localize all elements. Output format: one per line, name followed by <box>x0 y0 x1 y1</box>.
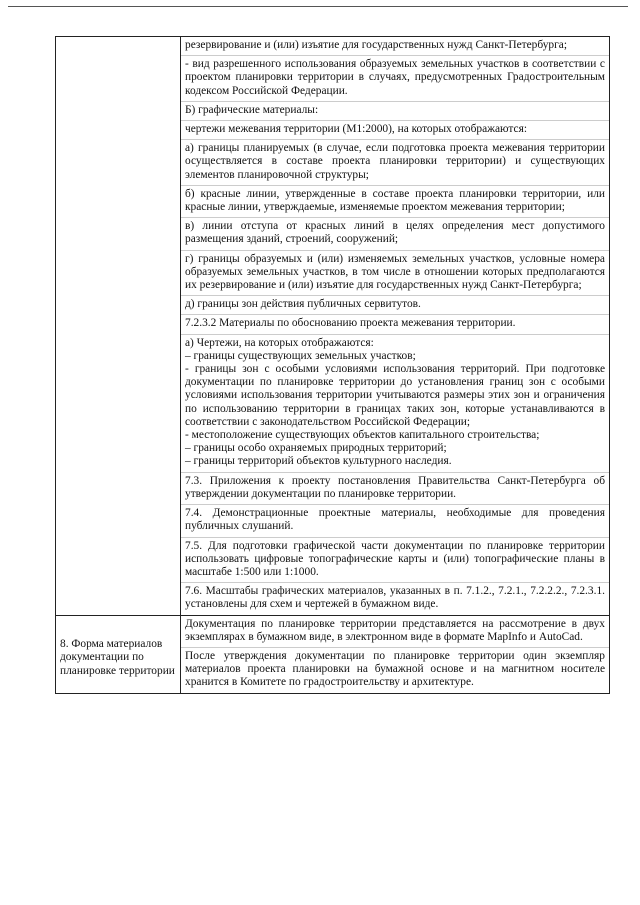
row2-label: 8. Форма материалов документации по планировке территории <box>60 637 175 677</box>
document-table <box>55 36 610 694</box>
paragraph: резервирование и (или) изъятие для государственных нужд Санкт-Петербурга; <box>181 37 609 56</box>
row1-label-cell <box>56 37 181 616</box>
paragraph: Документация по планировке территории представляется на рассмотрение в двух экземплярах в бумажном виде, в электронном виде в формате MapInfo и AutoCad. <box>181 616 609 648</box>
paragraph: 7.4. Демонстрационные проектные материалы, необходимые для проведения публичных слушаний. <box>181 505 609 537</box>
paragraph: 7.6. Масштабы графических материалов, указанных в п. 7.1.2., 7.2.1., 7.2.2.2., 7.2.3.1. установлены для схем и чертежей в бумажном виде. <box>185 585 605 611</box>
paragraph: 7.5. Для подготовки графической части документации по планировке территории использовать цифровые топографические карты и (или) топографические планы в масштабе 1:500 или 1:1000. <box>181 538 609 584</box>
paragraph: в) линии отступа от красных линий в целях определения мест допустимого размещения зданий, строений, сооружений; <box>181 218 609 250</box>
paragraph: Б) графические материалы: <box>181 102 609 121</box>
row2-paragraphs <box>181 616 609 693</box>
paragraph: чертежи межевания территории (М1:2000), на которых отображаются: <box>181 121 609 140</box>
paragraph: а) Чертежи, на которых отображаются: – границы существующих земельных участков; - границы зон с особыми условиями использования территорий. При подготовке документации по планировке территории до установления границ зон с особыми условиями использования территории учитываются размеры этих зон и ограничения по использованию территории в границах таких зон, которые устанавливаются в соответствии с законодательством Российской Федерации; - местоположение существующих объектов капитального строительства; – границы особо охраняемых природных территорий; – границы территорий объектов культурного наследия. <box>181 335 609 473</box>
paragraph: - вид разрешенного использования образуемых земельных участков в соответствии с проектом планировки территории в случаях, предусмотренных Градостроительным кодексом Российской Федерации. <box>181 56 609 102</box>
paragraph: 7.2.3.2 Материалы по обоснованию проекта межевания территории. <box>181 315 609 334</box>
paragraph: б) красные линии, утвержденные в составе проекта планировки территории, или красные линии, утверждаемые, изменяемые проектом межевания территории; <box>181 186 609 218</box>
row2-content-cell <box>181 615 610 693</box>
table-row <box>56 615 610 693</box>
paragraph: После утверждения документации по планировке территории один экземпляр материалов проекта планировки на бумажной основе и на магнитном носителе хранится в Комитете по градостроительству и архитектуре. <box>185 649 605 689</box>
paragraph: д) границы зон действия публичных сервитутов. <box>181 296 609 315</box>
paragraph: 7.3. Приложения к проекту постановления Правительства Санкт-Петербурга об утверждении документации по планировке территории. <box>181 473 609 505</box>
table-row <box>56 37 610 616</box>
row1-paragraphs <box>181 37 609 615</box>
row1-content-cell <box>181 37 610 616</box>
paragraph: а) границы планируемых (в случае, если подготовка проекта межевания территории осуществляется в составе проекта планировки территории) и существующих элементов планировочной структуры; <box>181 140 609 186</box>
paragraph: г) границы образуемых и (или) изменяемых земельных участков, условные номера образуемых земельных участков, в том числе в отношении которых предполагаются их резервирование и (или) изъятие для государственных нужд Санкт-Петербурга; <box>181 251 609 297</box>
row2-label-cell <box>56 615 181 693</box>
page-top-rule <box>8 6 628 7</box>
